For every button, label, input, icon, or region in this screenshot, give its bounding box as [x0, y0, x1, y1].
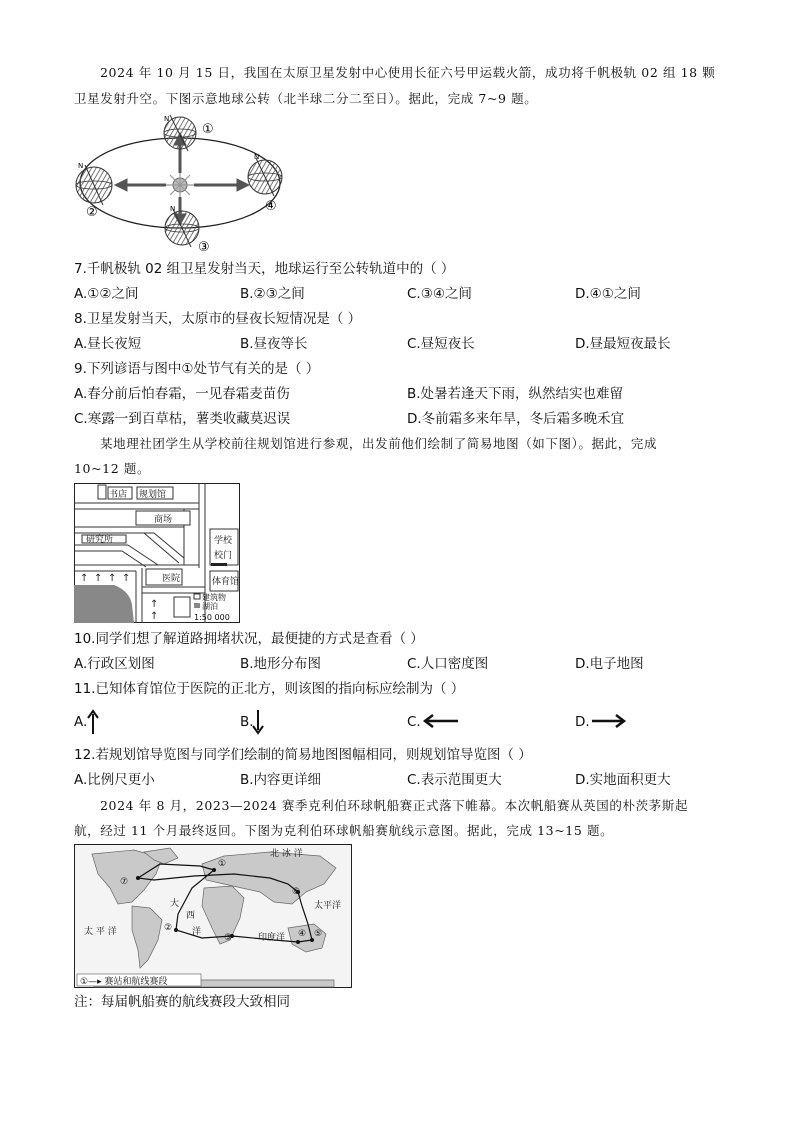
q8-option-d[interactable]: D.昼最短夜最长	[575, 336, 671, 352]
q12-stem: 12.若规划馆导览图与同学们绘制的简易地图图幅相同，则规划馆导览图（ ）	[74, 747, 532, 763]
intro2-line2: 10~12 题。	[74, 461, 151, 476]
legend-lake: 湖泊	[202, 602, 218, 611]
q10-option-a[interactable]: A.行政区划图	[74, 656, 155, 672]
q8-option-a[interactable]: A.昼长夜短	[74, 336, 142, 352]
label-hospital: 医院	[162, 574, 181, 584]
axis-label-1: N	[164, 115, 170, 123]
label-pacific-left: 太 平 洋	[84, 927, 117, 937]
svg-text:↑: ↑	[122, 573, 131, 584]
svg-text:↑: ↑	[108, 573, 117, 584]
label-bookstore: 书店	[109, 490, 128, 500]
arrow-up-icon	[86, 708, 100, 736]
intro2-line1: 某地理社团学生从学校前往规划馆进行参观，出发前他们绘制了简易地图（如下图）。据此，完成	[100, 436, 658, 451]
q11-option-c[interactable]: C.	[407, 714, 421, 730]
intro1-line1: 2024 年 10 月 15 日，我国在太原卫星发射中心使用长征六号甲运载火箭，成功将千帆极轨 02 组 18 颗	[100, 65, 716, 80]
q7-option-b[interactable]: B.②③之间	[240, 286, 305, 302]
map-scale: 1:50 000	[194, 613, 230, 622]
station-1: ①	[218, 859, 227, 869]
position-label-4: ④	[265, 199, 277, 214]
arrow-left-icon	[422, 714, 460, 728]
q10-option-d[interactable]: D.电子地图	[575, 656, 644, 672]
svg-text:↑: ↑	[150, 611, 159, 622]
label-arctic-ocean: 北 冰 洋	[270, 849, 303, 859]
q7-option-a[interactable]: A.①②之间	[74, 286, 139, 302]
q8-option-c[interactable]: C.昼短夜长	[407, 336, 475, 352]
q9-stem: 9.下列谚语与图中①处节气有关的是（ ）	[74, 361, 320, 377]
world-route-map-figure	[74, 844, 352, 988]
intro3-line1: 2024 年 8 月，2023—2024 赛季克利伯环球帆船赛正式落下帷幕。本次帆船赛从英国的朴茨茅斯起	[100, 798, 688, 813]
label-mall: 商场	[154, 515, 173, 525]
axis-label-4: N	[254, 153, 260, 161]
position-label-3: ③	[198, 240, 210, 253]
q7-stem: 7.千帆极轨 02 组卫星发射当天，地球运行至公转轨道中的（ ）	[74, 261, 455, 277]
figure-note: 注：每届帆船赛的航线赛段大致相同	[74, 994, 290, 1010]
earth-orbit-figure	[72, 113, 302, 253]
station-4: ④	[298, 929, 307, 939]
q10-stem: 10.同学们想了解道路拥堵状况，最便捷的方式是查看（ ）	[74, 631, 424, 647]
earth-globe-3	[165, 209, 199, 247]
earth-globe-2	[76, 165, 112, 205]
earth-globe-4	[248, 158, 282, 196]
axis-label-3: N	[170, 205, 176, 213]
arrow-down-icon	[251, 708, 265, 736]
label-indian-ocean: 印度洋	[258, 933, 286, 943]
q8-stem: 8.卫星发射当天，太原市的昼夜长短情况是（ ）	[74, 311, 362, 327]
label-atlantic-1: 大	[170, 899, 180, 909]
svg-text:↑: ↑	[150, 599, 159, 610]
intro3-line2: 航，经过 11 个月最终返回。下图为克利伯环球帆船赛航线示意图。据此，完成 13~15 题。	[74, 823, 614, 838]
q9-option-d[interactable]: D.冬前霜多来年旱，冬后霜多晚禾宜	[407, 411, 625, 427]
q9-option-c[interactable]: C.寒露一到百草枯，薯类收藏莫迟误	[74, 411, 291, 427]
label-gym: 体育馆	[212, 577, 240, 587]
q7-option-c[interactable]: C.③④之间	[407, 286, 472, 302]
q11-option-d[interactable]: D.	[575, 714, 590, 730]
q11-stem: 11.已知体育馆位于医院的正北方，则该图的指向标应绘制为（ ）	[74, 681, 465, 697]
label-institute: 研究所	[86, 535, 114, 545]
label-planning-hall: 规划馆	[139, 490, 167, 500]
q8-option-b[interactable]: B.昼夜等长	[240, 336, 308, 352]
q12-option-c[interactable]: C.表示范围更大	[407, 772, 502, 788]
axis-label-2: N	[78, 162, 84, 170]
q7-option-d[interactable]: D.④①之间	[575, 286, 641, 302]
label-atlantic-2: 西	[186, 911, 196, 921]
route-legend: ①—▸ 赛站和航线赛段	[80, 977, 168, 987]
svg-text:↑: ↑	[94, 573, 103, 584]
sun-icon	[166, 171, 194, 199]
position-label-1: ①	[202, 122, 214, 137]
q10-option-b[interactable]: B.地形分布图	[240, 656, 322, 672]
arrow-right-icon	[590, 714, 626, 728]
q12-option-d[interactable]: D.实地面积更大	[575, 772, 671, 788]
position-label-2: ②	[86, 205, 98, 220]
intro1-line2: 卫星发射升空。下图示意地球公转（北半球二分二至日）。据此，完成 7~9 题。	[74, 91, 538, 106]
q11-option-b[interactable]: B.	[240, 714, 254, 730]
station-6: ⑥	[292, 887, 301, 897]
q9-option-a[interactable]: A.春分前后怕春霜，一见春霜麦苗伤	[74, 386, 290, 402]
station-2: ②	[164, 923, 173, 933]
q10-option-c[interactable]: C.人口密度图	[407, 656, 489, 672]
label-school: 学校	[214, 536, 233, 546]
label-atlantic-3: 洋	[192, 927, 202, 937]
simple-map-figure	[74, 483, 240, 623]
station-3: ③	[224, 933, 233, 943]
station-7: ⑦	[120, 877, 129, 887]
q9-option-b[interactable]: B.处暑若逢天下雨，纵然结实也难留	[407, 386, 624, 402]
q11-option-a[interactable]: A.	[74, 714, 88, 730]
label-gate: 校门	[214, 551, 233, 561]
station-5: ⑤	[314, 929, 323, 939]
label-pacific-right: 太平洋	[314, 901, 342, 911]
q12-option-a[interactable]: A.比例尺更小	[74, 772, 155, 788]
svg-text:↑: ↑	[80, 573, 89, 584]
q12-option-b[interactable]: B.内容更详细	[240, 772, 322, 788]
legend-building: 建筑物	[202, 593, 226, 602]
